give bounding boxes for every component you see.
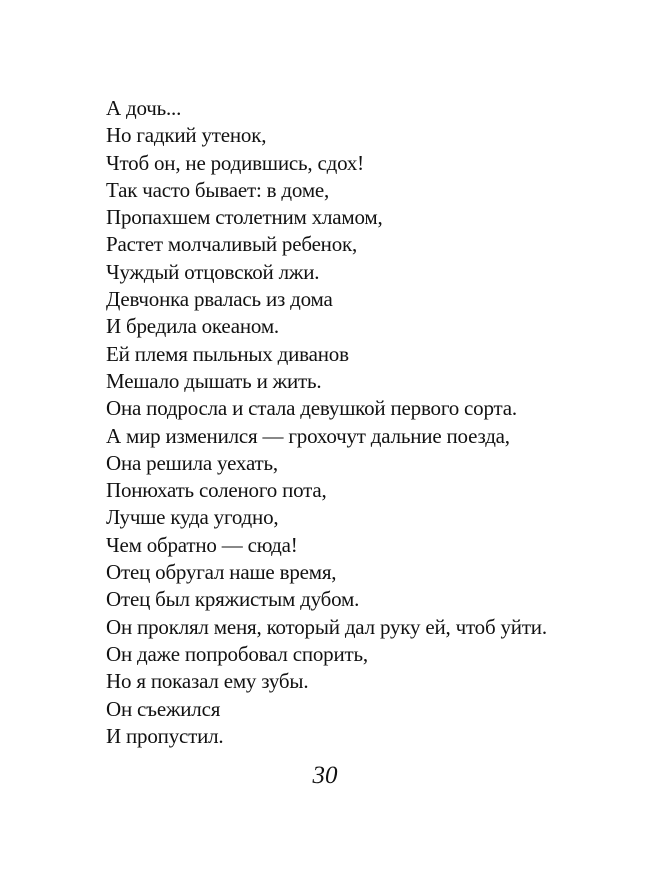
poem-text [106,95,547,750]
poem-line: Так часто бывает: в доме, [106,177,330,202]
poem-line: Пропахшем столетним хламом, [106,205,383,230]
poem-line: Девчонка рвалась из дома [106,287,333,312]
poem-line: Отец был кряжистым дубом. [106,587,360,612]
poem-line: Мешало дышать и жить. [106,368,322,393]
poem-line: Ей племя пыльных диванов [106,341,349,366]
poem-line: Растет молчаливый ребенок, [106,232,358,257]
poem-line: Она подросла и стала девушкой первого сорта. [106,396,517,421]
page-number: 30 [312,762,338,789]
poem-line: Он проклял меня, который дал руку ей, чтоб уйти. [106,614,547,639]
poem-line: Он даже попробовал спорить, [106,641,368,666]
poem-line: Она решила уехать, [106,450,278,475]
poem-line: Понюхать соленого пота, [106,478,327,503]
poem-line: Но гадкий утенок, [106,123,267,148]
poem-line: Он съежился [106,696,221,721]
poem-line: И бредила океаном. [106,314,279,339]
poem-line: Чем обратно — сюда! [106,532,298,557]
poem-line: Чтоб он, не родившись, сдох! [106,150,364,175]
poem-line: И пропустил. [106,723,224,748]
poem-line: А дочь... [106,96,182,120]
poem-line: Лучше куда угодно, [106,505,279,530]
poem-line: Но я показал ему зубы. [106,669,309,694]
poem-line: Чуждый отцовской лжи. [106,259,320,284]
poem-line: Отец обругал наше время, [106,560,337,585]
poem-line: А мир изменился — грохочут дальние поезда, [106,423,510,448]
